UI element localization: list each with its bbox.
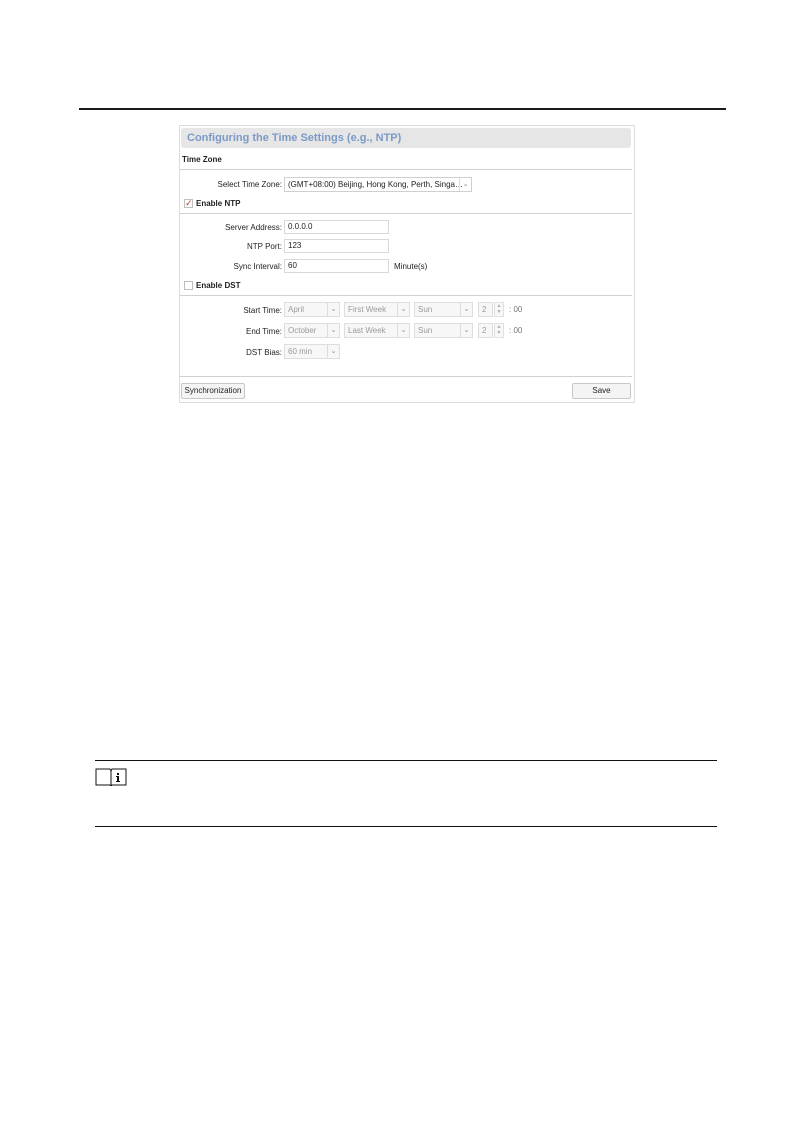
server-address-input[interactable]: 0.0.0.0 — [284, 220, 389, 234]
time-zone-select-value: (GMT+08:00) Beijing, Hong Kong, Perth, Singa… — [288, 180, 463, 189]
start-week-value: First Week — [348, 305, 387, 314]
start-time-label: Start Time: — [243, 306, 282, 315]
chevron-down-icon: ⌄ — [459, 178, 471, 191]
select-time-zone-label: Select Time Zone: — [217, 180, 282, 189]
end-hour-stepper[interactable]: ▲ ▼ — [494, 323, 504, 338]
server-address-label: Server Address: — [225, 223, 282, 232]
chevron-down-icon: ⌄ — [460, 303, 472, 316]
end-time-label: End Time: — [245, 327, 282, 336]
end-day-select[interactable] — [414, 323, 473, 338]
end-week-value: Last Week — [348, 326, 386, 335]
end-day-value: Sun — [418, 326, 433, 335]
save-button[interactable]: Save — [572, 383, 631, 399]
note-bottom-rule — [95, 826, 717, 827]
sync-interval-label: Sync Interval: — [233, 262, 282, 271]
chevron-down-icon: ⌄ — [327, 345, 339, 358]
end-minutes: : 00 — [509, 326, 523, 335]
enable-dst-label: Enable DST — [196, 281, 241, 290]
start-day-value: Sun — [418, 305, 433, 314]
chevron-down-icon: ⌄ — [397, 324, 409, 337]
note-top-rule — [95, 760, 717, 761]
ntp-port-input[interactable]: 123 — [284, 239, 389, 253]
end-hour-input[interactable] — [478, 323, 493, 338]
end-month-select[interactable] — [284, 323, 340, 338]
time-zone-select[interactable] — [284, 177, 472, 192]
note-box — [95, 760, 717, 827]
dst-bias-select[interactable] — [284, 344, 340, 359]
dst-bias-label: DST Bias: — [246, 348, 282, 357]
end-hour-value: 2 — [482, 326, 487, 335]
start-minutes: : 00 — [509, 305, 523, 314]
chevron-down-icon: ⌄ — [327, 324, 339, 337]
dst-bias-value: 60 min — [288, 347, 313, 356]
chevron-down-icon: ⌄ — [397, 303, 409, 316]
note-book-info-icon — [95, 766, 127, 786]
page-header-rule — [79, 108, 726, 110]
checkmark-icon: ✓ — [185, 198, 193, 208]
chevron-down-icon: ⌄ — [460, 324, 472, 337]
sync-interval-input[interactable]: 60 — [284, 259, 389, 273]
start-month-select[interactable] — [284, 302, 340, 317]
chevron-down-icon: ⌄ — [327, 303, 339, 316]
panel-header — [181, 128, 631, 148]
time-settings-panel — [179, 125, 635, 403]
sync-interval-unit: Minute(s) — [394, 262, 428, 271]
enable-ntp-label: Enable NTP — [196, 199, 241, 208]
start-month-value: April — [288, 305, 305, 314]
end-month-value: October — [288, 326, 317, 335]
time-zone-section-label: Time Zone — [182, 155, 222, 164]
enable-ntp-checkbox[interactable] — [184, 199, 193, 208]
enable-dst-checkbox[interactable] — [184, 281, 193, 290]
start-hour-stepper[interactable]: ▲ ▼ — [494, 302, 504, 317]
start-hour-input[interactable] — [478, 302, 493, 317]
start-hour-value: 2 — [482, 305, 487, 314]
start-week-select[interactable] — [344, 302, 410, 317]
start-day-select[interactable] — [414, 302, 473, 317]
synchronization-button[interactable]: Synchronization — [181, 383, 245, 399]
section-divider — [180, 213, 632, 214]
panel-title: Configuring the Time Settings (e.g., NTP) — [187, 132, 402, 144]
ntp-port-label: NTP Port: — [247, 242, 282, 251]
section-divider — [180, 295, 632, 296]
footer-divider — [180, 376, 632, 377]
section-divider — [180, 169, 632, 170]
end-week-select[interactable] — [344, 323, 410, 338]
